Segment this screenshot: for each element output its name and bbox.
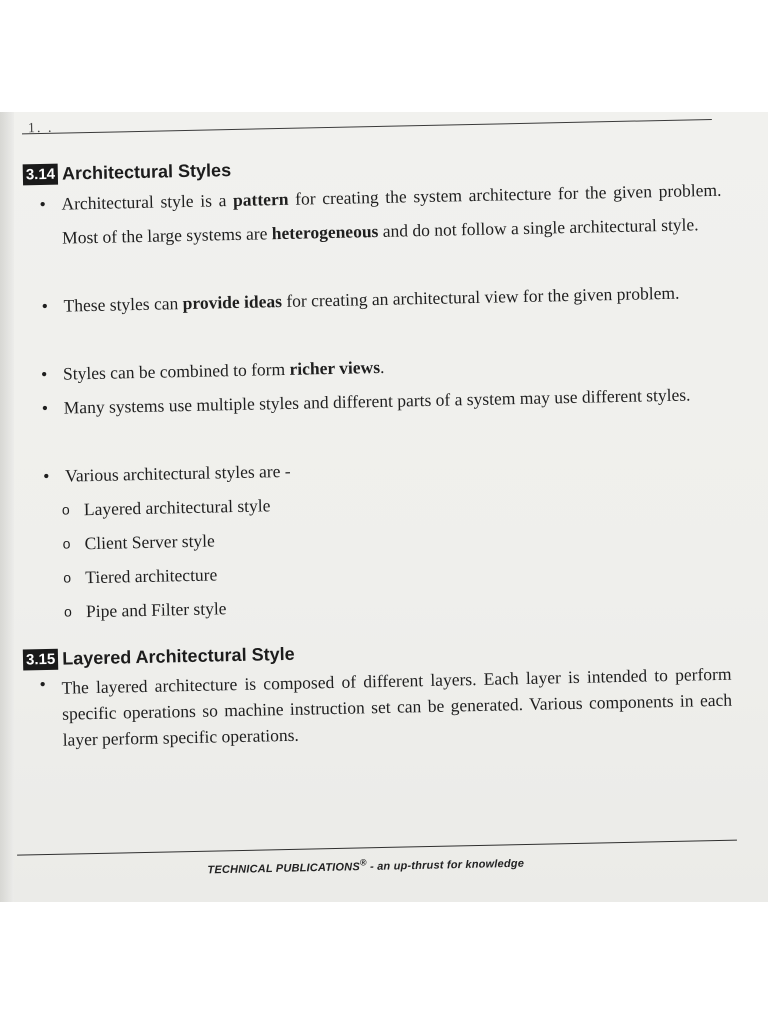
- page-footer: [207, 854, 524, 876]
- section-number: 3.14: [23, 164, 59, 186]
- registered-mark: ®: [359, 857, 367, 868]
- bullet-item: [39, 661, 732, 753]
- text-run: These styles can: [63, 293, 183, 316]
- text-run: Various architectural styles are -: [64, 460, 291, 486]
- bold-term: richer views: [289, 356, 381, 379]
- section-title: Architectural Styles: [61, 160, 232, 184]
- text-run: Styles can be combined to form: [62, 358, 290, 384]
- text-run: .: [379, 356, 385, 377]
- text-run: for creating the system architecture for the given problem. Most of the large systems are: [61, 179, 722, 248]
- top-rule: [22, 119, 712, 134]
- bottom-rule: [17, 840, 737, 856]
- top-mark: 1. .: [27, 120, 54, 137]
- bold-term: heterogeneous: [271, 220, 379, 244]
- bold-term: provide ideas: [182, 291, 283, 314]
- text-run: for creating an architectural view for the given problem.: [281, 282, 680, 312]
- text-run: Many systems use multiple styles and different parts of a system may use different styles.: [63, 384, 691, 418]
- sub-list-item: o Pipe and Filter style: [64, 591, 227, 628]
- footer-publisher: TECHNICAL PUBLICATIONS: [207, 861, 361, 877]
- book-page: [0, 112, 768, 902]
- section-title: Layered Architectural Style: [61, 643, 295, 669]
- section-number: 3.15: [23, 649, 59, 671]
- text-run: and do not follow a single architectural style.: [378, 214, 699, 241]
- bold-term: pattern: [232, 188, 289, 211]
- sub-list-item: o Client Server style: [62, 523, 215, 560]
- bullet-item: [39, 173, 722, 255]
- bullet-item: [43, 445, 726, 493]
- text-run: The layered architecture is composed of different layers. Each layer is intended to perform specific operations so machine instruction set can be generated. Various components in each layer perform specific operations.: [61, 663, 733, 750]
- page-content: [0, 112, 768, 902]
- section-heading-3-14: [23, 160, 232, 185]
- text-run: Architectural style is a: [61, 190, 234, 214]
- section-heading-3-15: [23, 644, 295, 671]
- bullet-item: [41, 275, 724, 323]
- footer-tagline: - an up-thrust for knowledge: [366, 857, 525, 874]
- sub-list-item: o Layered architectural style: [62, 488, 271, 526]
- sub-list-item: o Tiered architecture: [63, 557, 218, 594]
